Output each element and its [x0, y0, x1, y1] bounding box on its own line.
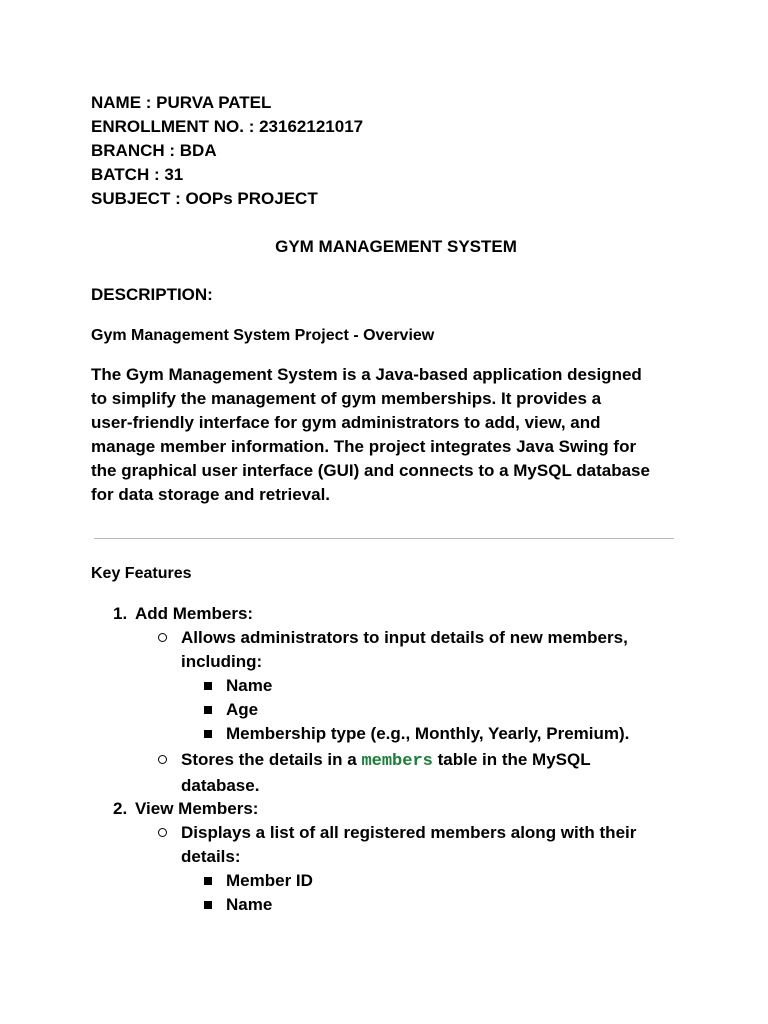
description-heading: DESCRIPTION:: [91, 285, 213, 304]
code-members: members: [361, 752, 433, 771]
feature-title-add-members: Add Members:: [135, 604, 254, 623]
document-title: GYM MANAGEMENT SYSTEM: [275, 237, 517, 256]
feature-sub-line: details:: [181, 847, 241, 866]
feature-sub-line: database.: [181, 776, 260, 795]
list-item: Name: [226, 676, 273, 695]
list-item: Membership type (e.g., Monthly, Yearly, Premium).: [226, 724, 630, 743]
branch: BRANCH : BDA: [91, 141, 217, 160]
text-segment: table in the MySQL: [432, 750, 591, 769]
paragraph-line: manage member information. The project integrates Java Swing for: [91, 437, 637, 456]
feature-sub-line: Displays a list of all registered members along with their: [181, 823, 637, 842]
student-name: NAME : PURVA PATEL: [91, 93, 272, 112]
square-bullet-icon: [204, 682, 212, 690]
key-features-heading: Key Features: [91, 565, 192, 582]
text-segment: Stores the details in a: [181, 750, 362, 769]
enrollment-number: ENROLLMENT NO. : 23162121017: [91, 117, 364, 136]
list-item: Member ID: [226, 871, 313, 890]
circle-bullet-icon: [158, 633, 167, 642]
circle-bullet-icon: [158, 828, 167, 837]
square-bullet-icon: [204, 730, 212, 738]
paragraph-line: the graphical user interface (GUI) and connects to a MySQL database: [91, 461, 650, 480]
feature-sub-line: including:: [181, 652, 263, 671]
list-item: Age: [226, 700, 259, 719]
subject: SUBJECT : OOPs PROJECT: [91, 189, 318, 208]
paragraph-line: The Gym Management System is a Java-based application designed: [91, 365, 642, 384]
feature-sub-line: Allows administrators to input details of new members,: [181, 628, 628, 647]
list-number: 2.: [113, 799, 128, 818]
circle-bullet-icon: [158, 755, 167, 764]
square-bullet-icon: [204, 901, 212, 909]
paragraph-line: for data storage and retrieval.: [91, 485, 331, 504]
horizontal-divider: [94, 538, 674, 539]
list-item: Name: [226, 895, 273, 914]
feature-title-view-members: View Members:: [135, 799, 259, 818]
overview-heading: Gym Management System Project - Overview: [91, 327, 435, 344]
square-bullet-icon: [204, 877, 212, 885]
feature-sub-line-code: [181, 750, 591, 771]
batch: BATCH : 31: [91, 165, 184, 184]
list-number: 1.: [113, 604, 128, 623]
paragraph-line: user-friendly interface for gym administrators to add, view, and: [91, 413, 601, 432]
square-bullet-icon: [204, 706, 212, 714]
paragraph-line: to simplify the management of gym memberships. It provides a: [91, 389, 602, 408]
